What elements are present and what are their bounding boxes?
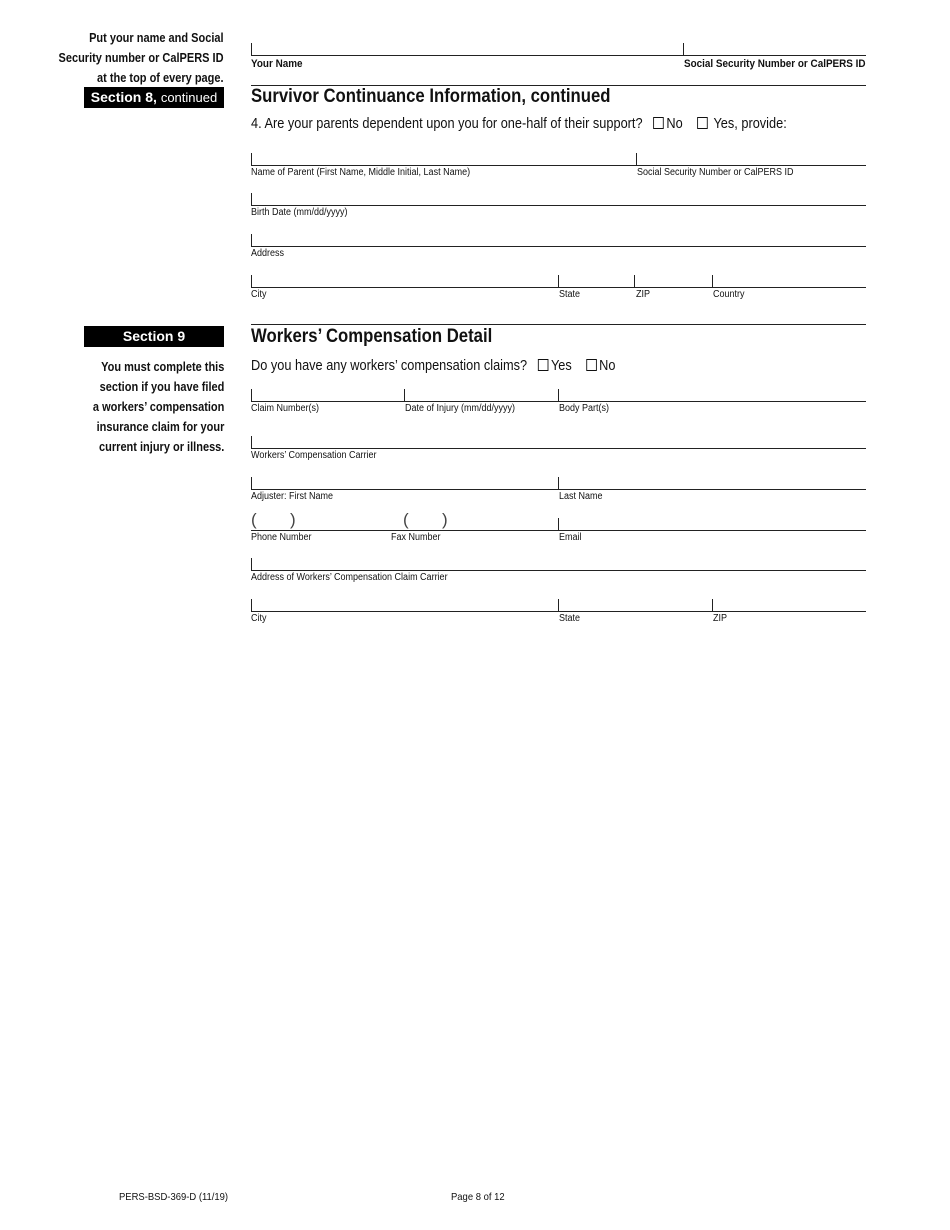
email-label: Email: [559, 532, 582, 543]
page-number: Page 8 of 12: [451, 1191, 505, 1203]
area-code-open-paren: (: [403, 510, 409, 529]
divider: [251, 324, 866, 325]
note-line: insurance claim for your: [96, 420, 224, 434]
carrier-field[interactable]: [251, 448, 866, 449]
area-code-open-paren: (: [251, 510, 257, 529]
zip-label: ZIP: [636, 289, 651, 300]
date-of-injury-label: Date of Injury (mm/dd/yyyy): [405, 403, 516, 414]
note-line: section if you have filed: [99, 380, 224, 394]
note-line: a workers’ compensation: [92, 400, 224, 414]
address-label: Address: [251, 248, 285, 259]
no-label: No: [599, 358, 616, 374]
question-text: 4. Are your parents dependent upon you for one-half of their support?: [251, 116, 643, 132]
carrier-label: Workers’ Compensation Carrier: [251, 450, 377, 461]
parent-ssn-label: Social Security Number or CalPERS ID: [637, 167, 794, 178]
instruction-line: Security number or CalPERS ID: [58, 51, 224, 65]
phone-label: Phone Number: [251, 532, 312, 543]
your-name-field[interactable]: [251, 55, 866, 56]
yes-label: Yes, provide:: [713, 116, 787, 132]
question-text: Do you have any workers’ compensation claims?: [251, 358, 528, 374]
field-tick: [251, 234, 252, 246]
field-tick: [404, 389, 405, 401]
header-instruction: [59, 28, 224, 88]
section9-note: [93, 357, 224, 457]
carrier-address-label: Address of Workers’ Compensation Claim Carrier: [251, 572, 448, 583]
city-state-zip-country-field[interactable]: [251, 287, 866, 288]
adjuster-first-label: Adjuster: First Name: [251, 491, 334, 502]
field-tick: [251, 193, 252, 205]
instruction-line: Put your name and Social: [89, 31, 224, 45]
carrier-address-field[interactable]: [251, 570, 866, 571]
section8-title: Survivor Continuance Information, continued: [251, 86, 611, 107]
no-checkbox[interactable]: [586, 359, 597, 371]
note-line: current injury or illness.: [98, 440, 224, 454]
claims-question: [251, 358, 615, 374]
birth-date-label: Birth Date (mm/dd/yyyy): [251, 207, 348, 218]
field-tick: [636, 153, 637, 165]
section8-badge: [84, 87, 224, 108]
field-tick: [558, 275, 559, 287]
claim-row-field[interactable]: [251, 401, 866, 402]
instruction-line: at the top of every page.: [97, 71, 224, 85]
carrier-city-state-zip-field[interactable]: [251, 611, 866, 612]
field-tick: [251, 558, 252, 570]
field-tick: [251, 477, 252, 489]
body-parts-label: Body Part(s): [559, 403, 610, 414]
field-tick: [558, 389, 559, 401]
city-label: City: [251, 289, 267, 300]
country-label: Country: [713, 289, 745, 300]
field-tick: [251, 43, 252, 55]
fax-label: Fax Number: [391, 532, 441, 543]
phone-fax-email-field[interactable]: [251, 530, 866, 531]
field-tick: [683, 43, 684, 55]
yes-checkbox[interactable]: [697, 117, 708, 129]
zip-label: ZIP: [713, 613, 728, 624]
field-tick: [251, 275, 252, 287]
ssn-label: Social Security Number or CalPERS ID: [684, 58, 866, 70]
badge-text: Section 8,: [90, 89, 157, 105]
state-label: State: [559, 289, 581, 300]
field-tick: [712, 275, 713, 287]
state-label: State: [559, 613, 581, 624]
no-label: No: [666, 116, 683, 132]
field-tick: [558, 518, 559, 530]
form-id: PERS-BSD-369-D (11/19): [119, 1191, 229, 1203]
no-checkbox[interactable]: [653, 117, 664, 129]
field-tick: [558, 477, 559, 489]
field-tick: [558, 599, 559, 611]
claim-numbers-label: Claim Number(s): [251, 403, 320, 414]
yes-label: Yes: [550, 358, 572, 374]
your-name-label: Your Name: [251, 58, 303, 70]
parent-name-label: Name of Parent (First Name, Middle Initial, Last Name): [251, 167, 471, 178]
adjuster-name-field[interactable]: [251, 489, 866, 490]
area-code-close-paren: ): [442, 510, 448, 529]
section9-badge: Section 9: [84, 326, 224, 347]
parents-question: [251, 116, 787, 132]
section9-title: Workers’ Compensation Detail: [251, 326, 493, 347]
parent-name-field[interactable]: [251, 165, 866, 166]
badge-suffix: continued: [160, 90, 218, 105]
yes-checkbox[interactable]: [538, 359, 549, 371]
field-tick: [251, 599, 252, 611]
field-tick: [251, 153, 252, 165]
field-tick: [251, 389, 252, 401]
city-label: City: [251, 613, 267, 624]
field-tick: [712, 599, 713, 611]
last-name-label: Last Name: [559, 491, 603, 502]
area-code-close-paren: ): [290, 510, 296, 529]
address-field[interactable]: [251, 246, 866, 247]
birth-date-field[interactable]: [251, 205, 866, 206]
note-line: You must complete this: [100, 360, 224, 374]
field-tick: [251, 436, 252, 448]
field-tick: [634, 275, 635, 287]
